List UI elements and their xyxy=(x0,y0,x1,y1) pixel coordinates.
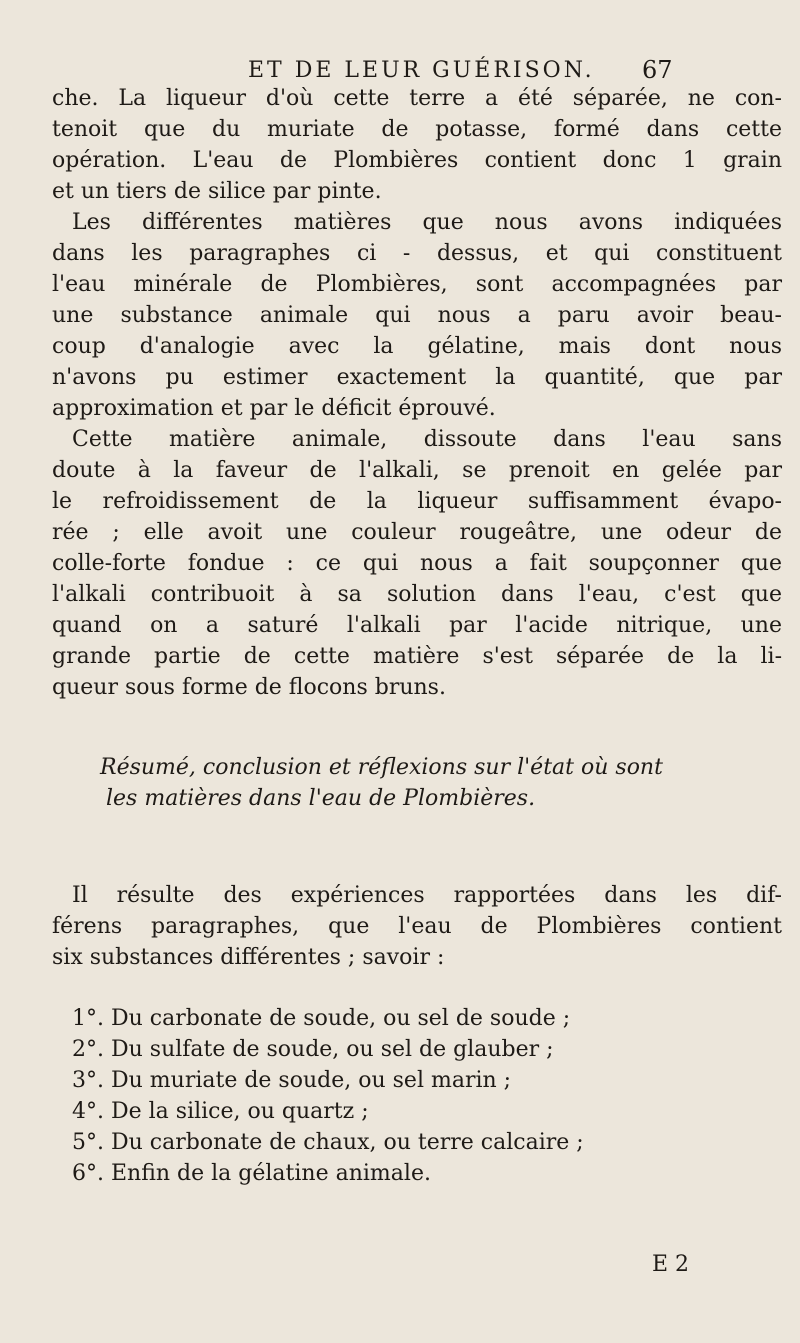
text-line: férens paragraphes, que l'eau de Plombières contient xyxy=(52,914,782,939)
list-item: 4°. De la silice, ou quartz ; xyxy=(72,1099,369,1124)
text-line: tenoit que du muriate de potasse, formé dans cette xyxy=(52,117,782,142)
heading-line: les matières dans l'eau de Plombières. xyxy=(106,786,536,811)
heading-line: Résumé, conclusion et réflexions sur l'état où sont xyxy=(100,755,663,780)
text-line: une substance animale qui nous a paru avoir beau- xyxy=(52,303,782,328)
paragraph-silice xyxy=(52,83,782,207)
substances-list xyxy=(72,1003,752,1189)
list-item: 2°. Du sulfate de soude, ou sel de glauber ; xyxy=(72,1037,554,1062)
list-item: 6°. Enfin de la gélatine animale. xyxy=(72,1161,431,1186)
paragraph-conclusion xyxy=(52,880,782,973)
text-line: Cette matière animale, dissoute dans l'eau sans xyxy=(72,427,782,452)
text-line: doute à la faveur de l'alkali, se prenoit en gelée par xyxy=(52,458,782,483)
text-line: quand on a saturé l'alkali par l'acide nitrique, une xyxy=(52,613,782,638)
list-item: 5°. Du carbonate de chaux, ou terre calcaire ; xyxy=(72,1130,584,1155)
signature-mark: E 2 xyxy=(652,1252,690,1277)
text-line: dans les paragraphes ci - dessus, et qui constituent xyxy=(52,241,782,266)
list-item: 1°. Du carbonate de soude, ou sel de soude ; xyxy=(72,1006,571,1031)
text-line: opération. L'eau de Plombières contient donc 1 grain xyxy=(52,148,782,173)
text-line: l'alkali contribuoit à sa solution dans l'eau, c'est que xyxy=(52,582,782,607)
text-line: rée ; elle avoit une couleur rougeâtre, une odeur de xyxy=(52,520,782,545)
text-line: queur sous forme de flocons bruns. xyxy=(52,675,446,700)
paragraph-matiere-animale xyxy=(52,424,782,703)
text-line: coup d'analogie avec la gélatine, mais dont nous xyxy=(52,334,782,359)
text-line: approximation et par le déficit éprouvé. xyxy=(52,396,496,421)
section-heading xyxy=(100,752,760,814)
text-line: le refroidissement de la liqueur suffisamment évapo- xyxy=(52,489,782,514)
running-title: ET DE LEUR GUÉRISON. xyxy=(248,58,595,83)
text-line: grande partie de cette matière s'est séparée de la li- xyxy=(52,644,782,669)
page-number: 67 xyxy=(642,56,673,84)
text-line: colle-forte fondue : ce qui nous a fait soupçonner que xyxy=(52,551,782,576)
text-line: six substances différentes ; savoir : xyxy=(52,945,445,970)
paragraph-substance-animale xyxy=(52,207,782,424)
text-line: n'avons pu estimer exactement la quantité, que par xyxy=(52,365,782,390)
list-item: 3°. Du muriate de soude, ou sel marin ; xyxy=(72,1068,512,1093)
text-line: l'eau minérale de Plombières, sont accompagnées par xyxy=(52,272,782,297)
text-line: Les différentes matières que nous avons indiquées xyxy=(72,210,782,235)
text-line: et un tiers de silice par pinte. xyxy=(52,179,382,204)
text-line: Il résulte des expériences rapportées dans les dif- xyxy=(72,883,782,908)
text-line: che. La liqueur d'où cette terre a été séparée, ne con- xyxy=(52,86,782,111)
